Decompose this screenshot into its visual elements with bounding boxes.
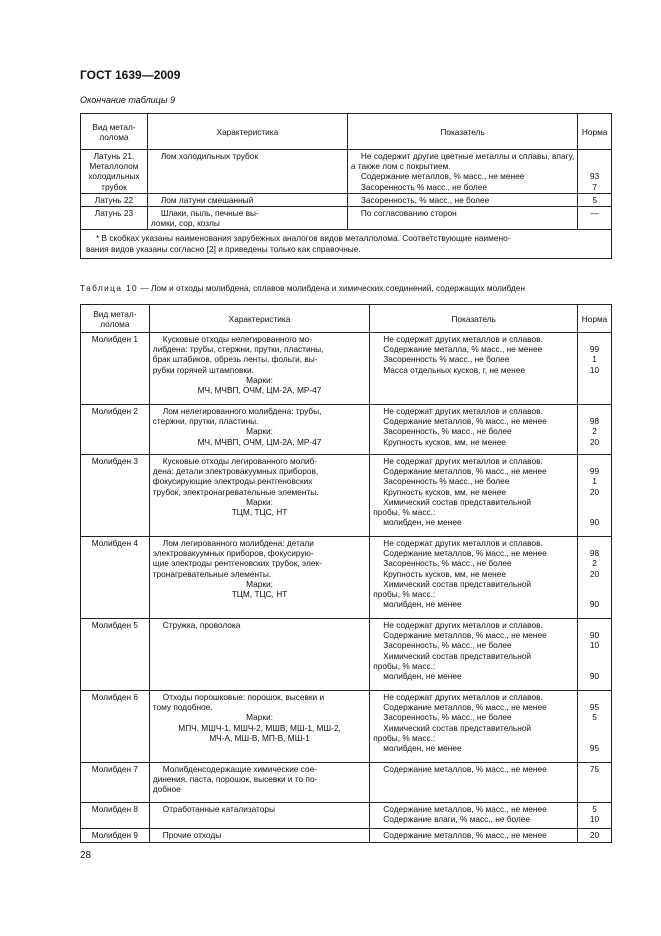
header-characteristic: Характеристика (147, 114, 347, 150)
header-indicator: Показатель (370, 305, 578, 333)
table-10 (80, 304, 612, 843)
characteristic-cell: Лом холодильных трубок (160, 151, 258, 161)
table-row: Латунь 23 Шлаки, пыль, печные вы- ломки, сор, козлы По согласованию сторон — (81, 207, 612, 230)
page-title: ГОСТ 1639—2009 (80, 68, 181, 82)
table-row: Латунь 21. Металлолом холодильных трубок Лом холодильных трубок Не содержит другие цветные металлы и сплавы, влагу, а также лом с покрытием. Содержание металлов, % масс., не менее Засоренность % масс., не более 93 7 (81, 150, 612, 194)
table-row: Молибден 4 Лом легированного молибдена: детали электровакуумных приборов, фокусирую- щие электроды рентгеновских трубок, элек- тронагревательные элементы. Марки: ТЦМ, ТЦС, НТ Не содержат других металлов и сплавов. Содержание металлов, % масс., не менее Засоренность, % масс., не более Крупность кусков, мм, не менее Химический состав представительной пробы, % масс.: молибден, не менее 98 2 20 90 (81, 537, 612, 619)
table-row: Молибден 5 Стружка, проволока Не содержат других металлов и сплавов. Содержание металлов, % масс., не менее Засоренность, % масс., не более Химический состав представительной пробы, % масс.: молибден, не менее 90 10 90 (81, 619, 612, 691)
table-row: Молибден 7 Молибденсодержащие химические сое- динения. паста, порошок, высевки и то по- добное Содержание металлов, % масс., не менее 75 (81, 763, 612, 803)
table-row: Молибден 1 Кусковые отходы нелегированного мо- либдена: трубы, стержни, прутки, пластины, брак штабиков, обрезь ленты, фольги, вы- рубки горячей штамповки. Марки: МЧ, МЧВП, ОЧМ, ЦМ-2А, МР-47 Не содержат других металлов и сплавов. Содержание металла, % масс., не менее Засоренность % масс., не более Масса отдельных кусков, г, не менее 99 1 10 (81, 333, 612, 405)
table-row: Молибден 9 Прочие отходы Содержание металлов, % масс., не менее 20 (81, 829, 612, 843)
table-row: Молибден 2 Лом нелегированного молибдена: трубы, стержни, прутки, пластины. Марки: МЧ, МЧВП, ОЧМ, ЦМ-2А, МР-47 Не содержат других металлов и сплавов. Содержание металлов, % масс., не менее Засоренность, % масс., не более Крупность кусков, мм, не менее 98 2 20 (81, 405, 612, 455)
table-continuation-label: Окончание таблицы 9 (80, 95, 175, 105)
table-row: Молибден 8 Отработанные катализаторы Содержание металлов, % масс., не менее Содержание влаги, % масс., не более 5 10 (81, 803, 612, 829)
table-9 (80, 113, 612, 259)
kind-cell: Латунь 21. (93, 151, 135, 161)
header-kind: Вид метал- лолома (81, 305, 150, 333)
table-row: Молибден 3 Кусковые отходы легированного молиб- дена: детали электровакуумных приборов, фокусирующие электроды рентгеновских трубок, электронагревательные элементы. Марки: ТЦМ, ТЦС, НТ Не содержат других металлов и сплавов. Содержание металлов, % масс., не менее Засоренность % масс., не более Крупность кусков, мм, не менее Химический состав представительной пробы, % масс.: молибден, не менее 99 1 20 90 (81, 455, 612, 537)
header-norm: Норма (578, 305, 612, 333)
table-10-caption: Таблица 10 — Лом и отходы молибдена, сплавов молибдена и химических соединений, содержащих молибден (80, 283, 525, 293)
footnote: * В скобках указаны наименования зарубежных аналогов видов металлолома. Соответствующие наимено- (96, 233, 511, 244)
header-kind: Вид метал- лолома (81, 114, 148, 150)
table-row: Молибден 6 Отходы порошковые: порошок, высевки и тому подобное. Марки: МПЧ, МШЧ-1, МШЧ-2, МШВ, МШ-1, МШ-2, МЧ-А, МШ-В, МП-В, МШ-1 Не содержат других металлов и сплавов. Содержание металлов, % масс., не менее Засоренность, % масс., не более Химический состав представительной пробы, % масс.: молибден, не менее 95 5 95 (81, 691, 612, 763)
page-number: 28 (80, 850, 92, 861)
table-footnote-row: * В скобках указаны наименования зарубежных аналогов видов металлолома. Соответствующие наимено- вания видов указаны согласно [2] и приведены только как справочные. (81, 230, 612, 259)
header-indicator: Показатель (347, 114, 577, 150)
table-row: Латунь 22 Лом латуни смешанный Засоренность, % масс., не более 5 (81, 193, 612, 206)
header-characteristic: Характеристика (149, 305, 370, 333)
header-norm: Норма (578, 114, 612, 150)
